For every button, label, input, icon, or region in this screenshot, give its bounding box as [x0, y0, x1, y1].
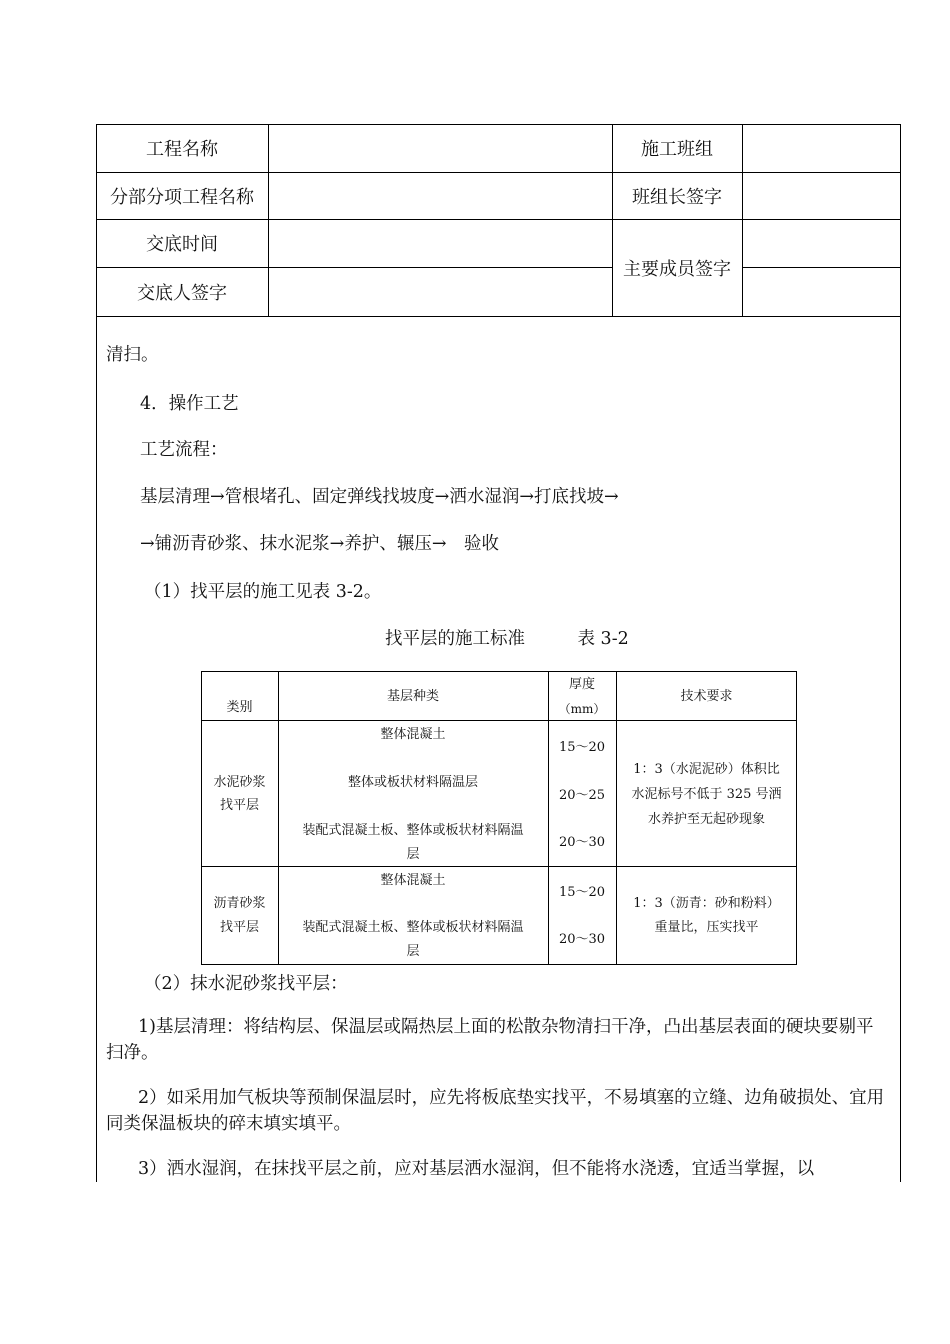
handover-time-label: 交底时间	[146, 234, 218, 255]
handover-person-label: 交底人签字	[137, 282, 227, 304]
table-header-requirement: 技术要求	[680, 689, 733, 704]
handover-person-field[interactable]	[268, 267, 612, 316]
table-divider	[201, 720, 797, 721]
table-header-category: 类别	[226, 700, 253, 715]
table-caption: 找平层的施工标准 表 3-2	[385, 629, 629, 649]
table-cell-requirement: 1：3（水泥泥砂）体积比	[633, 762, 780, 777]
body-paragraph: 2）如采用加气板块等预制保温层时，应先将板底垫实找平，不易填塞的立缝、边角破损处、宜用同类保温板块的碎末填实填平。	[106, 1088, 885, 1134]
table-cell-base: 层	[406, 944, 420, 959]
table-header-thickness-unit: （mm）	[558, 702, 606, 716]
table-cell-category: 找平层	[219, 920, 259, 935]
table-cell-requirement: 水泥标号不低于 325 号洒	[631, 787, 782, 802]
sub-project-field[interactable]	[268, 172, 612, 219]
process-flow-line: →铺沥青砂浆、抹水泥浆→养护、辗压→ 验收	[140, 534, 499, 554]
table-cell-requirement: 重量比，压实找平	[654, 920, 759, 935]
table-cell-category: 水泥砂浆	[213, 775, 266, 790]
table-cell-thickness: 15～20	[558, 885, 606, 900]
team-field[interactable]	[742, 124, 901, 172]
section-heading: 4．操作工艺	[140, 394, 239, 414]
leader-sign-label: 班组长签字	[632, 186, 722, 208]
table-header-base: 基层种类	[386, 689, 439, 704]
table-cell-thickness: 20～25	[558, 788, 606, 803]
table-cell-thickness: 20～30	[558, 835, 606, 850]
table-cell-category: 沥青砂浆	[213, 896, 266, 911]
body-line: （1）找平层的施工见表 3-2。	[144, 582, 382, 602]
body-line: 工艺流程：	[140, 440, 228, 460]
process-flow-line: 基层清理→管根堵孔、固定弹线找坡度→洒水湿润→打底找坡→	[140, 487, 619, 507]
table-header-thickness: 厚度	[568, 677, 595, 692]
members-sign-label: 主要成员签字	[623, 258, 731, 280]
table-cell-base: 整体混凝土	[380, 727, 446, 742]
table-cell-base: 整体或板状材料隔温层	[347, 775, 478, 790]
handover-time-field[interactable]	[268, 219, 612, 267]
header-divider	[96, 316, 901, 317]
project-name-label: 工程名称	[146, 139, 218, 160]
body-line: 清扫。	[106, 345, 159, 365]
table-cell-requirement: 1：3（沥青：砂和粉料）	[633, 896, 780, 911]
table-divider	[201, 866, 797, 867]
leader-sign-field[interactable]	[742, 172, 901, 219]
members-sign-field[interactable]	[742, 219, 901, 267]
members-sign-field[interactable]	[742, 267, 901, 316]
table-cell-thickness: 15～20	[558, 740, 606, 755]
table-cell-base: 整体混凝土	[380, 873, 446, 888]
body-paragraph: 3）洒水湿润，在抹找平层之前，应对基层洒水湿润，但不能将水浇透，宜适当掌握，以	[138, 1159, 815, 1179]
table-cell-category: 找平层	[219, 798, 259, 813]
table-cell-base: 装配式混凝土板、整体或板状材料隔温	[302, 823, 524, 838]
body-line: （2）抹水泥砂浆找平层：	[144, 974, 348, 994]
table-cell-base: 层	[406, 847, 420, 862]
project-name-field[interactable]	[268, 124, 612, 172]
table-cell-thickness: 20～30	[558, 932, 606, 947]
body-paragraph: 1)基层清理：将结构层、保温层或隔热层上面的松散杂物清扫干净，凸出基层表面的硬块要剔平扫净。	[106, 1017, 874, 1063]
sub-project-label: 分部分项工程名称	[110, 186, 254, 208]
table-cell-base: 装配式混凝土板、整体或板状材料隔温	[302, 920, 524, 935]
team-label: 施工班组	[641, 139, 713, 160]
table-cell-requirement: 水养护至无起砂现象	[647, 812, 765, 827]
